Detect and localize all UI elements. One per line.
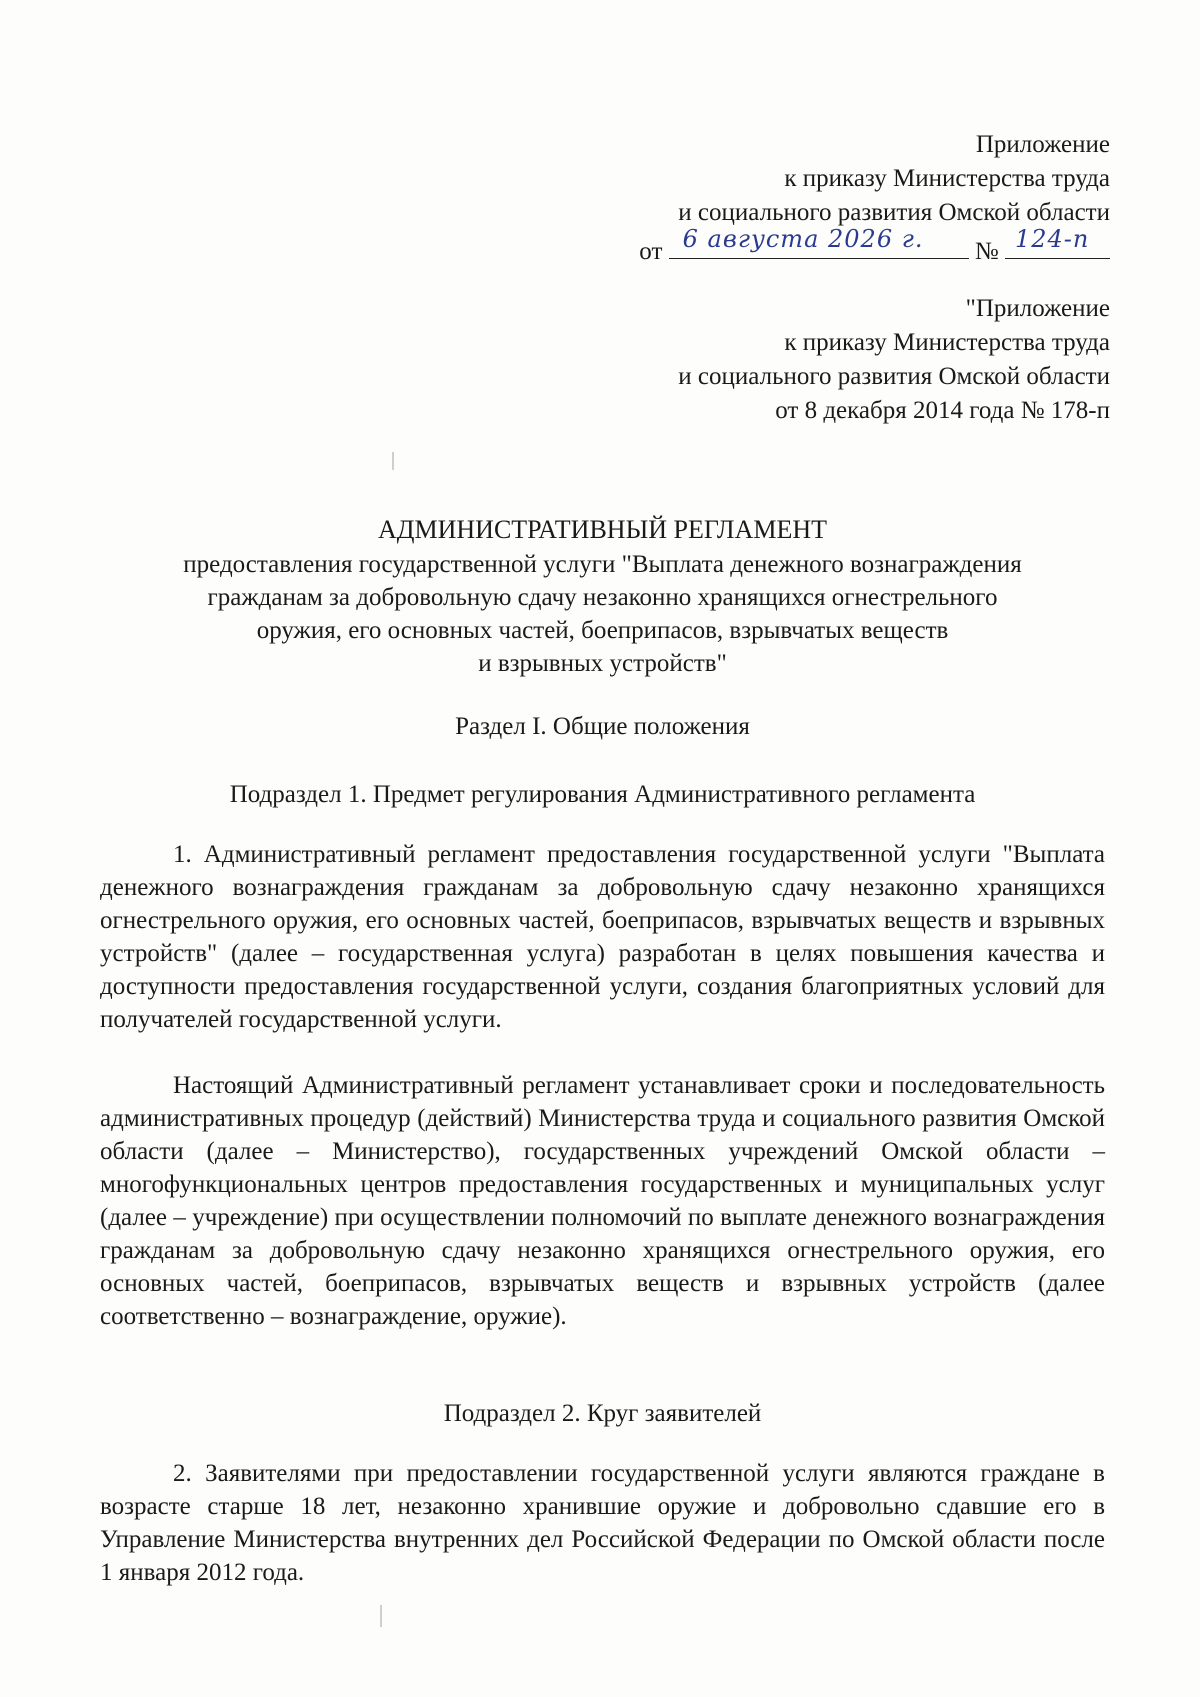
subtitle-line: и взрывных устройств" [478,650,727,677]
regulation-title: АДМИНИСТРАТИВНЫЙ РЕГЛАМЕНТ [377,515,828,544]
paragraph: 2. Заявителями при предоставлении государственной услуги являются граждане в возрасте старше 18 лет, незаконно хранившие оружие и добровольно сдавшие его в Управление Министерства внутренних дел Российской Федерации по Омской области после 1 января 2012 года. [100,1460,1105,1586]
paragraph: 1. Административный регламент предоставления государственной услуги "Выплата денежного вознаграждения гражданам за добровольную сдачу незаконно хранящихся огнестрельного оружия, его основных частей, боеприпасов, взрывчатых веществ и взрывных устройств" (далее – государственная услуга) разработан в целях повышения качества и доступности предоставления государственной услуги, создания благоприятных условий для получателей государственной услуги. [100,841,1105,1033]
subtitle-line: оружия, его основных частей, боеприпасов, взрывчатых веществ [256,617,949,644]
scan-artifact [392,452,394,470]
original-ministry-name: и социального развития Омской области [678,363,1110,390]
number-label: № [974,238,999,265]
subtitle-line: предоставления государственной услуги "Выплата денежного вознаграждения [183,551,1022,578]
paragraph: Настоящий Административный регламент устанавливает сроки и последовательность административных процедур (действий) Министерства труда и социального развития Омской области (далее – Министерство), государственных учреждений Омской области – многофункциональных центров предоставления государственных и муниципальных услуг (далее – учреждение) при осуществлении полномочий по выплате денежного вознаграждения гражданам за добровольную сдачу незаконно хранящихся огнестрельного оружия, его основных частей, боеприпасов, взрывчатых веществ и взрывных устройств (далее соответственно – вознаграждение, оружие). [100,1072,1105,1330]
original-appendix-header [678,292,1110,428]
handwritten-date: 6 августа 2026 г. [682,225,924,253]
handwritten-number: 124-п [1015,225,1090,253]
original-order-reference: к приказу Министерства труда [784,329,1110,356]
subsection-heading: Подраздел 2. Круг заявителей [443,1400,762,1427]
appendix-label: Приложение [975,131,1110,158]
section-heading: Раздел I. Общие положения [455,713,750,740]
ministry-name: и социального развития Омской области [678,199,1110,226]
from-label: от [639,238,663,265]
order-date-number-line [639,225,1110,269]
order-reference: к приказу Министерства труда [784,165,1110,192]
scan-artifact [380,1605,382,1627]
subsection-heading: Подраздел 1. Предмет регулирования Административного регламента [229,781,976,808]
original-order-date: от 8 декабря 2014 года № 178-п [775,397,1110,424]
number-underline [1005,225,1110,259]
regulation-subtitle [100,548,1105,680]
appendix-header [639,128,1110,269]
date-underline [669,225,969,259]
subtitle-line: гражданам за добровольную сдачу незаконно хранящихся огнестрельного [207,584,998,611]
original-appendix-label: "Приложение [965,295,1110,322]
